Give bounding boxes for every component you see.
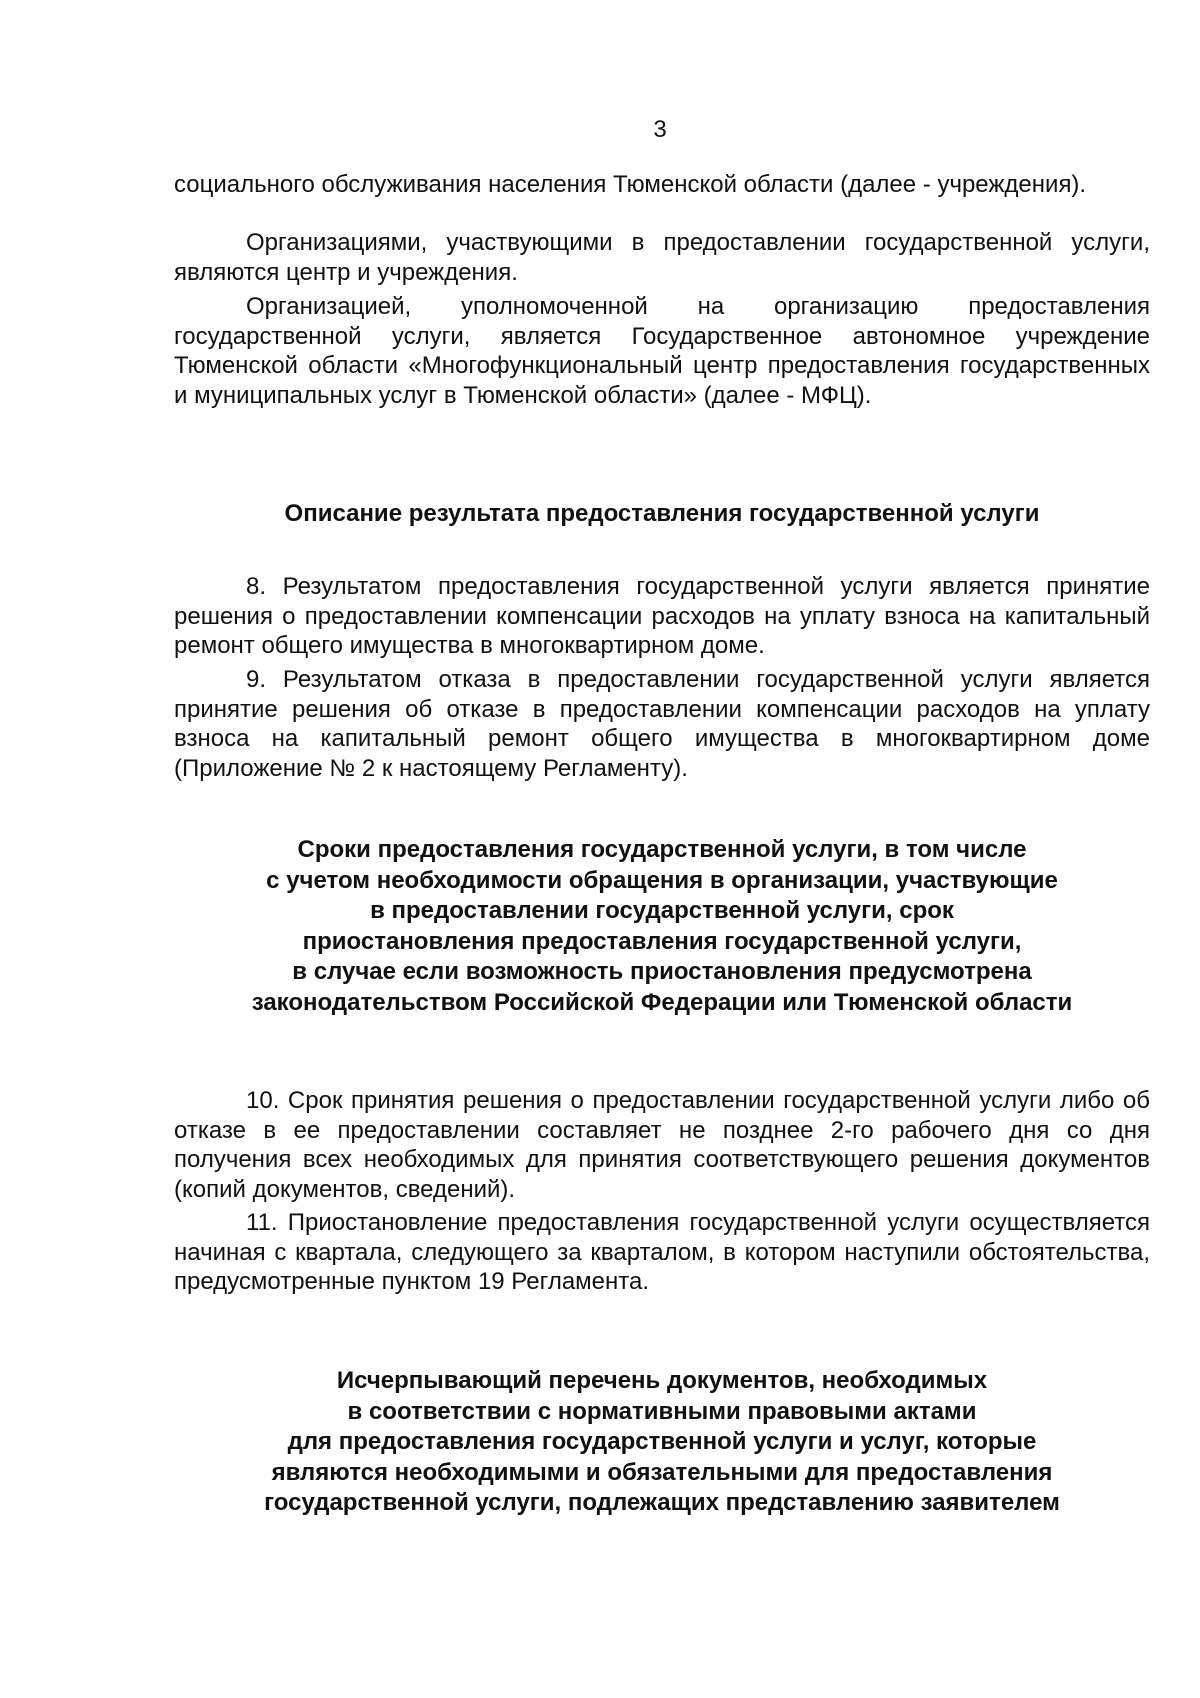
paragraph-participating-organizations [174,228,1150,287]
paragraph-item-11 [174,1208,1150,1297]
paragraph-text: 10. Срок принятия решения о предоставлении государственной услуги либо об отказе в ее предоставлении составляет не позднее 2-го рабочего дня со дня получения всех необходимых для принятия соответствующего решения документов (копий документов, сведений). [174,1087,1150,1203]
heading-line: в случае если возможность приостановления предусмотрена [292,958,1032,985]
heading-line: Сроки предоставления государственной услуги, в том числе [297,836,1027,863]
heading-service-terms [174,835,1150,1018]
page-number: 3 [653,116,667,143]
heading-line: с учетом необходимости обращения в организации, участвующие [266,866,1058,894]
heading-line: приостановления предоставления государственной услуги, [302,927,1022,955]
heading-line: государственной услуги, подлежащих представлению заявителем [264,1489,1060,1516]
paragraph-item-8 [174,572,1150,661]
heading-result-description [174,499,1150,530]
paragraph-text: Организацией, уполномоченной на организацию предоставления государственной услуги, является Государственное автономное учреждение Тюменской области «Многофункциональный центр предоставления государственных и муниципальных услуг в Тюменской области» (далее - МФЦ). [174,293,1150,409]
paragraph-continuation [174,170,1150,200]
heading-line: законодательством Российской Федерации или Тюменской области [251,988,1073,1016]
paragraph-text: 9. Результатом отказа в предоставлении государственной услуги является принятие решения об отказе в предоставлении компенсации расходов на уплату взноса на капитальный ремонт общего имущества в многоквартирном доме (Приложение № 2 к настоящему Регламенту). [174,666,1150,782]
paragraph-text: социального обслуживания населения Тюменской области (далее - учреждения). [174,171,1087,198]
heading-documents-list [174,1366,1150,1519]
paragraph-authorized-organization [174,292,1150,410]
heading-line: для предоставления государственной услуги и услуг, которые [287,1428,1037,1455]
heading-line: в предоставлении государственной услуги, срок [370,897,954,924]
heading-line: Описание результата предоставления государственной услуги [284,500,1040,527]
heading-line: Исчерпывающий перечень документов, необходимых [336,1367,988,1394]
heading-line: в соответствии с нормативными правовыми актами [347,1397,977,1425]
paragraph-text: 8. Результатом предоставления государственной услуги является принятие решения о предоставлении компенсации расходов на уплату взноса на капитальный ремонт общего имущества в многоквартирном доме. [174,573,1150,659]
paragraph-item-10 [174,1086,1150,1204]
paragraph-text: 11. Приостановление предоставления государственной услуги осуществляется начиная с квартала, следующего за кварталом, в котором наступили обстоятельства, предусмотренные пунктом 19 Регламента. [174,1209,1150,1295]
heading-line: являются необходимыми и обязательными для предоставления [271,1458,1053,1486]
paragraph-item-9 [174,665,1150,783]
paragraph-text: Организациями, участвующими в предоставлении государственной услуги, являются центр и учреждения. [174,229,1150,286]
